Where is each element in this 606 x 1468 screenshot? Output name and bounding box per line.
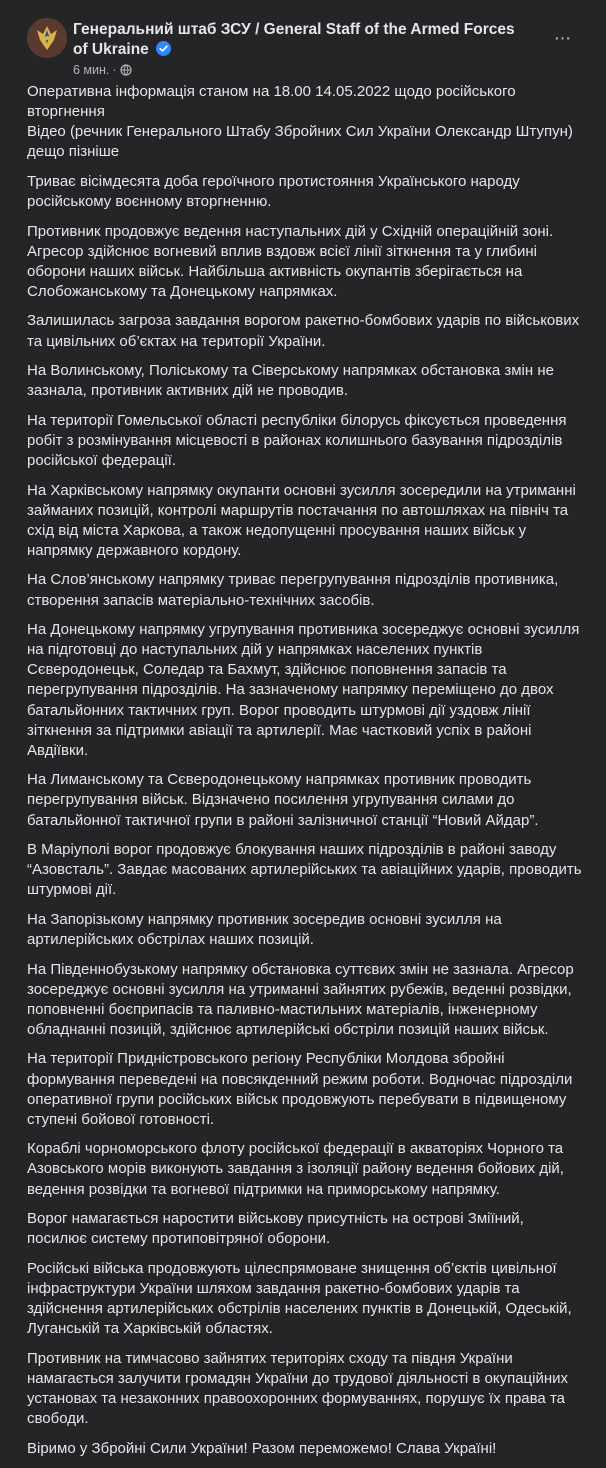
post-paragraph: Ворог намагається наростити військову присутність на острові Зміїний, посилює систему протиповітряної оборони. [27, 1210, 524, 1248]
post-paragraph: Російські війська продовжують цілеспрямоване знищення об’єктів цивільної інфраструктури України шляхом завдання ракетно-бомбових ударів та здійснення артилерійських обстрілів населених пунктів в Донецькій, Одеській, Луганській та Харківській областях. [27, 1259, 572, 1338]
verified-badge-icon [156, 41, 171, 56]
post-paragraph: На Запорізькому напрямку противник зосередив основні зусилля на артилерійських обстрілах наших позицій. [27, 910, 502, 948]
more-options-icon[interactable]: ··· [553, 27, 571, 49]
post-paragraph: На Лиманському та Сєверодонецькому напрямках противник проводить перегрупування військ. Відзначено посилення угрупування силами до батальйонної тактичної групи в районі залізничної станції “Новий Айдар”. [27, 771, 539, 829]
post-paragraph: На Південнобузькому напрямку обстановка суттєвих змін не зазнала. Агресор зосереджує основні зусилля на утриманні зайнятих рубежів, веденні розвідки, поповненні боєприпасів та паливно-мастильних матеріалів, інженерному обладнанні позицій, здійснює артилерійські обстріли позицій наших військ. [27, 960, 574, 1038]
post-paragraph: Віримо у Збройні Сили України! Разом переможемо! Слава Україні! [27, 1439, 497, 1457]
post-paragraph: Залишилась загроза завдання ворогом ракетно-бомбових ударів по військових та цивільних об’єктах на території України. [27, 312, 580, 350]
post-paragraph: В Маріуполі ворог продовжує блокування наших підрозділів в районі заводу “Азовсталь”. Завдає масованих артилерійських та авіаційних ударів, проводить штурмові дії. [27, 841, 582, 899]
post-paragraph: Триває вісімдесята доба героїчного протистояння Українського народу російському воєнному вторгненню. [27, 172, 520, 210]
post-paragraph: На Слов’янському напрямку триває перегрупування підрозділів противника, створення запасів матеріально-технічних засобів. [27, 571, 559, 609]
emblem-icon [27, 18, 67, 58]
author-line [73, 20, 533, 60]
post-meta [73, 62, 132, 78]
post-paragraph: На території Придністровського регіону Республіки Молдова збройні формування переведені на повсякденний режим роботи. Водночас підрозділи оперативної групи російських військ продовжують перебувати в підвищеному ступені бойової готовності. [27, 1050, 573, 1128]
post-paragraph: Противник на тимчасово зайнятих територіях сходу та півдня України намагається залучити громадян України до трудової діяльності в окупаційних установах та незаконних правоохоронних формуваннях, порушує їх права та свободи. [27, 1349, 569, 1427]
meta-separator: · [112, 63, 117, 77]
post-paragraph: На Донецькому напрямку угрупування противника зосереджує основні зусилля на підготовці до наступальних дій у напрямках населених пунктів Сєверодонецьк, Соледар та Бахмут, здійснює поповнення запасів та перегрупування підрозділів. На зазначеному напрямку переміщено до двох батальйонних тактичних груп. Ворог проводить штурмові дії уздовж лінії зіткнення за підтримки авіації та артилерії. Має частковий успіх в районі Авдіївки. [27, 621, 580, 759]
post-timestamp[interactable]: 6 мин. [73, 63, 110, 77]
page-avatar[interactable] [27, 18, 67, 58]
author-name[interactable]: Генеральний штаб ЗСУ / General Staff of the Armed Forces of Ukraine [73, 21, 515, 58]
post-paragraph: Кораблі чорноморського флоту російської федерації в акваторіях Чорного та Азовського морів виконують завдання з ізоляції району ведення бойових дій, ведення розвідки та вогневої підтримки на приморському напрямку. [27, 1140, 564, 1198]
post-paragraph: Оперативна інформація станом на 18.00 14.05.2022 щодо російського вторгнення Відео (речник Генерального Штабу Збройних Сил України Олександр Штупун) дещо пізніше [27, 83, 573, 161]
globe-icon[interactable] [120, 64, 132, 76]
post-text [27, 82, 587, 1468]
post-header [27, 18, 592, 80]
post-paragraph: Противник продовжує ведення наступальних дій у Східній операційній зоні. Агресор здійснює вогневий вплив вздовж всієї лінії зіткнення та у глибині оборони наших військ. Найбільша активність окупантів зберігається на Слобожанському та Донецькому напрямках. [27, 222, 554, 300]
post-paragraph: На Харківському напрямку окупанти основні зусилля зосередили на утриманні займаних позицій, контролі маршрутів постачання по автошляхах на північ та схід від міста Харкова, а також недопущенні просування наших військ у напрямку державного кордону. [27, 481, 576, 559]
post-paragraph: На Волинському, Поліському та Сіверському напрямках обстановка змін не зазнала, противник активних дій не проводив. [27, 362, 554, 400]
post-paragraph: На території Гомельської області республіки білорусь фіксується проведення робіт з розмінування місцевості в районах колишнього базування підрозділів російської федерації. [27, 411, 567, 469]
